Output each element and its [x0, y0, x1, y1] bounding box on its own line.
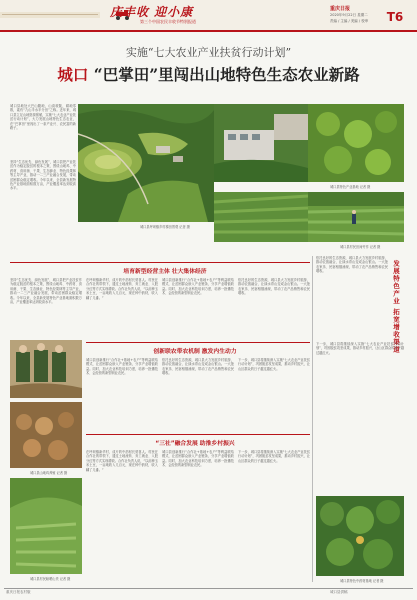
article-right-1: 依托良好的生态资源，城口县大力发展乡村旅游，推动农旅融合，让绿水青山变成金山银山。一大批农家乐、民宿相继涌现，带动了农产品销售和农民增收。: [316, 256, 388, 274]
article-col2b: 城口县创新推行“合作社+基地+农户”等利益联结模式，让贫困群众嵌入产业链条，分享产业增值收益。同时，加大农业科技培训力度，培养一批懂技术、会经营的新型职业农民。: [86, 358, 158, 376]
edition-name: 重庆日报: [330, 6, 351, 12]
article-col4c: 下一步，城口县将继续深入实施“七大农业产业扶贫行动计划”，巩固脱贫攻坚成果，推动乡村振兴，让山区群众的日子越过越红火。: [238, 450, 310, 463]
header-brand: 庆丰收 迎小康: [110, 5, 194, 19]
caption-terraces: 城口县坪坝镇乡村梯田景观 记者 摄: [140, 225, 190, 229]
subhead-2: 创新联农带农机制 激发内生动力: [153, 349, 237, 355]
article-col3: 城口县创新推行“合作社+基地+农户”等利益联结模式，让贫困群众嵌入产业链条，分享产业增值收益。同时，加大农业科技培训力度，培养一批懂技术、会经营的新型职业农民。: [162, 278, 234, 296]
article-right-2: 下一步，城口县将继续深入实施“七大农业产业扶贫行动计划”，巩固脱贫攻坚成果，推动乡村振兴，让山区群众的日子越过越红火。: [316, 342, 404, 355]
subhead-1: 培育新型经营主体 壮大集体经济: [123, 269, 207, 275]
footer-right: 城口县供稿: [330, 590, 348, 594]
issue-date: 2020年9月22日 星期二: [330, 13, 368, 17]
article-col3b: 依托良好的生态资源，城口县大力发展乡村旅游，推动农旅融合，让绿水青山变成金山银山。一大批农家乐、民宿相继涌现，带动了农产品销售和农民增收。: [162, 358, 234, 376]
subhead-rule-2: [86, 342, 310, 343]
village-photo: [214, 104, 308, 182]
headline-kicker: 实施“七大农业产业扶贫行动计划”: [125, 46, 292, 59]
subhead-3: “三社”融合发展 助推乡村振兴: [155, 441, 235, 447]
headline-place: 城口: [57, 65, 89, 84]
article-col2c: 在坪坝镇新华村，成片的中药材长势喜人。村民在合作社的带领下，通过土地流转、务工就业、入股分红等方式实现增收。合作社负责人说，“以前种玉米土豆，一亩地收入几百元，现在种中药材，收入翻了几番。”: [86, 450, 158, 472]
page-number: T6: [380, 8, 410, 26]
field-photo: [214, 192, 308, 242]
article-col3c: 城口县创新推行“合作社+基地+农户”等利益联结模式，让贫困群众嵌入产业链条，分享产业增值收益。同时，加大农业科技培训力度，培养一批懂技术、会经营的新型职业农民。: [162, 450, 234, 468]
subhead-rule-3: [86, 434, 310, 435]
column-divider: [312, 256, 313, 582]
article-intro: 城口县地处大巴山腹地，山高坡陡，耕地零散，素有“九山半水半分田”之称。近年来，城口县立足山地资源禀赋，实施“七大农业产业扶贫行动计划”，大力发展山地特色生态农业，在“巴掌田”里闯出了一条产业兴、农民富的新路子。: [10, 104, 76, 131]
caption-bottom-left: 城口县村民晾晒山货 记者 摄: [30, 577, 71, 581]
header-decoration-strip: [0, 12, 100, 18]
article-col2: 在坪坝镇新华村，成片的中药材长势喜人。村民在合作社的带领下，通过土地流转、务工就业、入股分红等方式实现增收。合作社负责人说，“以前种玉米土豆，一亩地收入几百元，现在种中药材，收入翻了几番。”: [86, 278, 158, 300]
terrace-photo: [78, 104, 214, 222]
header-rule: [0, 30, 417, 32]
greenhouse-photo: [10, 478, 82, 574]
caption-field: 城口县村民田间劳作 记者 摄: [340, 245, 381, 249]
worker-photo: [308, 192, 404, 242]
dried-goods-photo: [10, 402, 82, 468]
header-subtitle: 第三个中国农民丰收节特别报道: [140, 19, 196, 24]
subhead-rule-1: [10, 262, 310, 263]
caption-top-right: 城口县特色产业基地 记者 摄: [330, 185, 371, 189]
article-col1-top: 坚持“生态优先、绿色发展”，城口县把产业扶贫作为稳定脱贫的根本之策，围绕山地鸡、中药材、食用菌、干果、生态蜂业、特色经果林等主导产业，推动一二三产业融合发展，带动贫困群众稳定增收。今年以来，全县新发展特色产业基地面积数万亩，产业覆盖率达到较高水平。: [10, 160, 76, 191]
footer-rule: [4, 588, 413, 599]
caption-mid-left: 城口县山地鸡养殖 记者 摄: [30, 471, 68, 475]
editors-line: 责编 / 主编 / 美编 / 校审: [330, 19, 369, 23]
produce-photo: [308, 104, 404, 182]
article-col4b: 下一步，城口县将继续深入实施“七大农业产业扶贫行动计划”，巩固脱贫攻坚成果，推动乡村振兴，让山区群众的日子越过越红火。: [238, 358, 310, 371]
page-headline: [0, 63, 417, 85]
caption-bottom-right: 城口县特色中药材基地 记者 摄: [340, 579, 384, 583]
headline-title: “巴掌田”里闯出山地特色生态农业新路: [93, 65, 360, 84]
footer-left: 重庆日报农村版: [6, 590, 31, 594]
chicken-photo: [10, 340, 82, 398]
article-col1: 坚持“生态优先、绿色发展”，城口县把产业扶贫作为稳定脱贫的根本之策，围绕山地鸡、中药材、食用菌、干果、生态蜂业、特色经果林等主导产业，推动一二三产业融合发展，带动贫困群众稳定增收。今年以来，全县新发展特色产业基地面积数万亩，产业覆盖率达到较高水平。: [10, 278, 82, 305]
side-heading: 发展特色产业 拓宽增收渠道: [392, 260, 400, 354]
herb-photo: [316, 496, 404, 576]
article-col4: 依托良好的生态资源，城口县大力发展乡村旅游，推动农旅融合，让绿水青山变成金山银山。一大批农家乐、民宿相继涌现，带动了农产品销售和农民增收。: [238, 278, 310, 296]
